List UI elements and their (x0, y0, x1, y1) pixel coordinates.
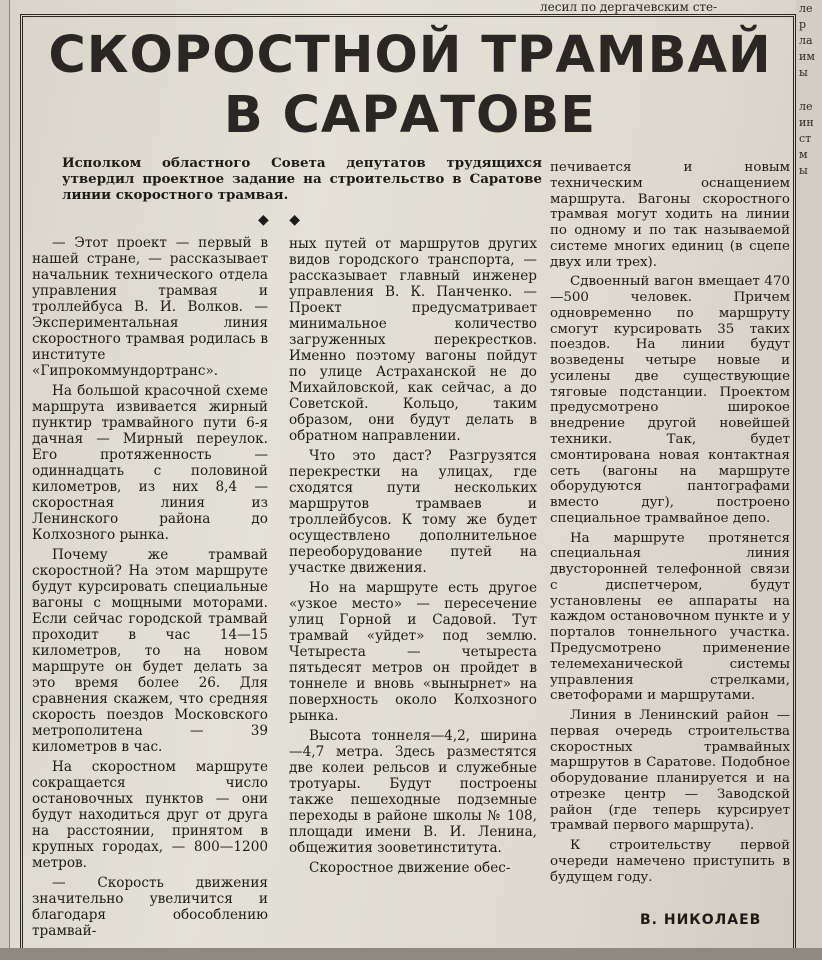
paragraph: Линия в Ленинский район — первая очередь строительства скоростных трамвайных маршрутов в Саратове. Подобное оборудование планируется и на отрезке центр — Заводской район (где теперь курсирует трамвай первого маршрута). (550, 708, 790, 834)
author-signature: В. НИКОЛАЕВ (640, 912, 762, 928)
margin-fragment: ле (799, 2, 813, 15)
margin-fragment: ле (799, 100, 813, 113)
paragraph: К строительству первой очереди намечено приступить в будущем году. (550, 838, 790, 885)
section-separator: ◆ ◆ (258, 212, 308, 228)
page-bottom-edge (0, 948, 822, 960)
article-column-2 (289, 236, 537, 876)
margin-fragment: ы (799, 164, 808, 177)
margin-fragment: ы (799, 66, 808, 79)
margin-fragment: ин (799, 116, 814, 129)
margin-fragment: м (799, 148, 808, 161)
paragraph: Высота тоннеля—4,2, ширина—4,7 метра. Здесь разместятся две колеи рельсов и служебные тротуары. Будут построены также пешеходные подземные переходы в районе школы № 108, площади имени В. И. Ленина, общежития зооветинститута. (289, 728, 537, 856)
margin-fragment: им (799, 50, 815, 63)
headline-line-2: В САРАТОВЕ (223, 86, 597, 145)
paragraph: Что это даст? Разгрузятся перекрестки на улицах, где сходятся пути нескольких маршрутов трамваев и троллейбусов. К тому же будет осуществлено дополнительное переоборудование путей на участке движения. (289, 448, 537, 576)
article-column-3 (550, 160, 790, 885)
left-margin-strip (0, 0, 10, 960)
paragraph: На большой красочной схеме маршрута извивается жирный пунктир трамвайного пути 6-я дачная — Мирный переулок. Его протяженность — одиннадцать с половиной километров, из них 8,4 — скоростная линия из Ленинского района до Колхозного рынка. (32, 383, 268, 543)
headline-line-1: СКОРОСТНОЙ ТРАМВАЙ (48, 26, 772, 85)
paragraph: — Этот проект — первый в нашей стране, — рассказывает начальник технического отдела управления трамвая и троллейбуса В. И. Волков. — Экспериментальная линия скоростного трамвая родилась в институте «Гипрокоммундортранс». (32, 235, 268, 379)
paragraph: Скоростное движение обес- (309, 860, 511, 876)
right-margin-fragments (796, 0, 822, 960)
paragraph: Но на маршруте есть другое «узкое место» — пересечение улиц Горной и Садовой. Тут трамвай «уйдет» под землю. Четыреста — четыреста пятьдесят метров он пройдет в тоннеле и вновь «вынырнет» на поверхность около Колхозного рынка. (289, 580, 537, 724)
article-lead: Исполком областного Совета депутатов трудящихся утвердил проектное задание на строительство в Саратове линии скоростного трамвая. (62, 155, 542, 203)
margin-fragment: ст (799, 132, 812, 145)
paragraph: На маршруте протянется специальная линия двусторонней телефонной связи с диспетчером, будут установлены ее аппараты на каждом остановочном пункте и у порталов тоннельного участка. Предусмотрено применение телемеханической системы управления стрелками, светофорами и маршрутами. (550, 530, 790, 704)
article-column-1 (32, 235, 268, 939)
margin-fragment: ла (799, 34, 813, 47)
paragraph: На скоростном маршруте сокращается число остановочных пунктов — они будут находиться друг от друга на расстоянии, принятом в крупных городах, — 800—1200 метров. (32, 759, 268, 871)
margin-fragment: р (799, 18, 807, 31)
paragraph: Почему же трамвай скоростной? На этом маршруте будут курсировать специальные вагоны с мощными моторами. Если сейчас городской трамвай проходит в час 14—15 километров, то на новом маршруте он будет делать за это время более 26. Для сравнения скажем, что средняя скорость поездов Московского метрополитена — 39 километров в час. (32, 547, 268, 755)
paragraph: ных путей от маршрутов других видов городского транспорта, — рассказывает главный инженер управления В. К. Панченко. — Проект предусматривает минимальное количество загруженных перекрестков. Именно поэтому вагоны пойдут по улице Астраханской не до Михайловской, как сейчас, а до Советской. Кольцо, таким образом, они будут делать в обратном направлении. (289, 236, 537, 444)
adjacent-article-fragment: лесил по дергачевским сте- (540, 0, 718, 14)
paragraph: — Скорость движения значительно увеличится и благодаря обособлению трамвай- (32, 875, 268, 939)
paragraph: Сдвоенный вагон вмещает 470—500 человек. Причем одновременно по маршруту смогут курсировать 35 таких поездов. На линии будут возведены четыре новые и усилены две существующие тяговые подстанции. Проектом предусмотрено широкое внедрение другой новейшей техники. Так, будет смонтирована новая контактная сеть (вагоны на маршруте оборудуются пантографами вместо дуг), построено специальное трамвайное депо. (550, 274, 790, 526)
article-headline (40, 26, 780, 146)
paragraph: печивается и новым техническим оснащением маршрута. Вагоны скоростного трамвая могут ходить на линии по одному и по так называемой системе многих единиц (в сцепе двух или трех). (550, 160, 790, 270)
